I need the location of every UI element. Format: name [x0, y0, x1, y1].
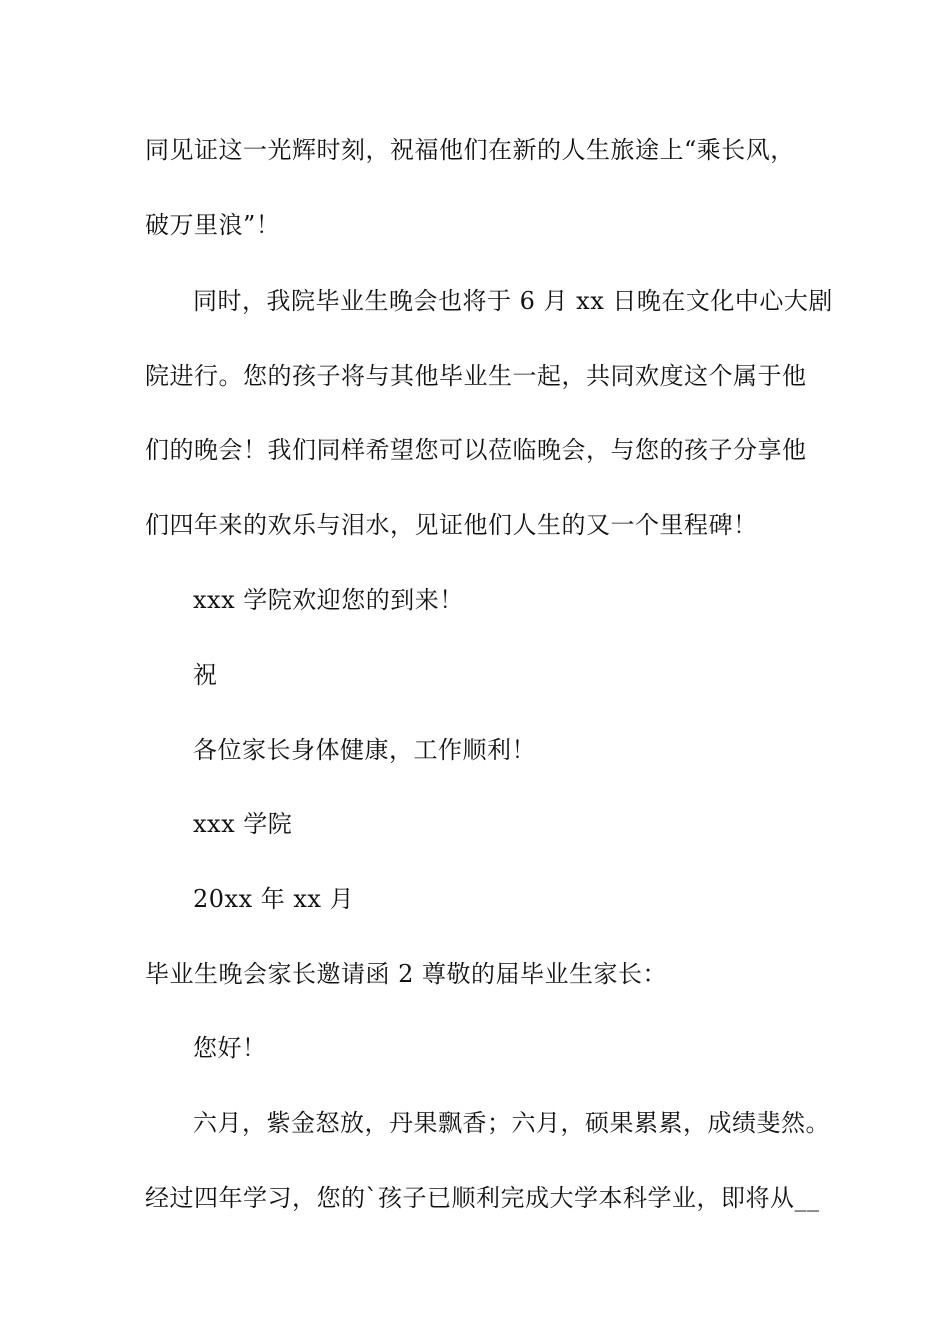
blessing-word: 祝	[193, 661, 218, 689]
paragraph-line-6: 们四年来的欢乐与泪水，见证他们人生的又一个里程碑！	[145, 511, 758, 539]
welcome-line: xxx 学院欢迎您的到来！	[193, 586, 464, 614]
paragraph-line-1: 同见证这一光辉时刻，祝福他们在新的人生旅途上“乘长风，	[145, 136, 795, 164]
section-title: 毕业生晚会家长邀请函 2 尊敬的届毕业生家长：	[145, 960, 668, 988]
blessing-line: 各位家长身体健康，工作顺利！	[193, 736, 536, 764]
paragraph-line-4: 院进行。您的孩子将与其他毕业生一起，共同欢度这个属于他	[145, 362, 807, 390]
signature-college: xxx 学院	[193, 810, 293, 838]
paragraph-line-3: 同时，我院毕业生晚会也将于 6 月 xx 日晚在文化中心大剧	[193, 287, 833, 315]
paragraph-line-15: 经过四年学习，您的`孩子已顺利完成大学本科学业，即将从__	[145, 1184, 820, 1212]
signature-date: 20xx 年 xx 月	[193, 885, 355, 913]
paragraph-line-5: 们的晚会！我们同样希望您可以莅临晚会，与您的孩子分享他	[145, 436, 807, 464]
greeting-line: 您好！	[193, 1034, 267, 1062]
paragraph-line-2: 破万里浪”！	[145, 211, 281, 239]
paragraph-line-14: 六月，紫金怒放，丹果飘香；六月，硕果累累，成绩斐然。	[193, 1109, 830, 1137]
